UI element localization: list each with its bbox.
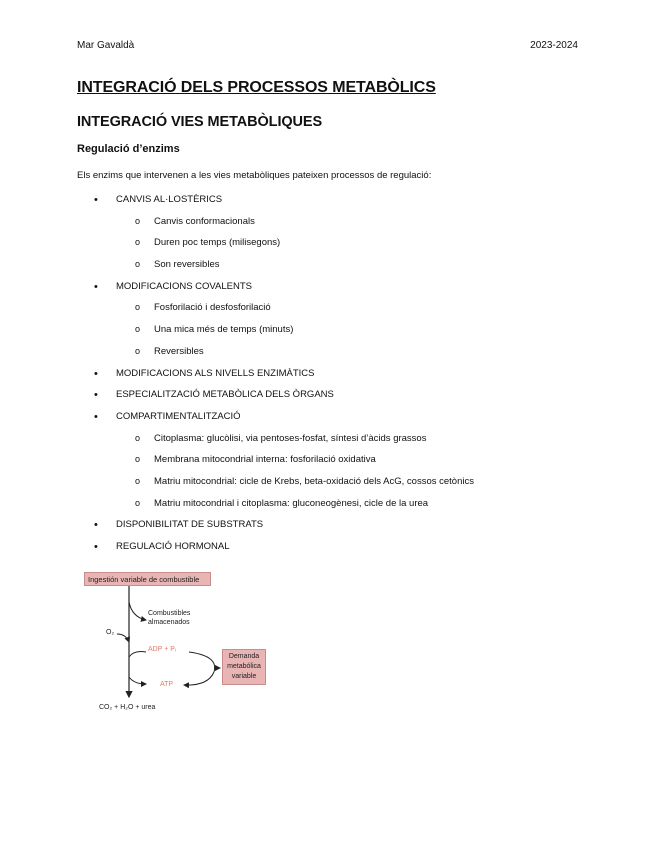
sub-list-item: o Canvis conformacionals bbox=[77, 214, 577, 236]
storage-arrow bbox=[129, 602, 146, 620]
atp-branch bbox=[129, 677, 146, 684]
oxygen-arrow bbox=[117, 634, 129, 642]
demand-box bbox=[222, 649, 266, 685]
list-item: • MODIFICACIONS COVALENTS bbox=[77, 279, 577, 301]
cycle-lower bbox=[184, 672, 214, 685]
demand-label-2: metabólica bbox=[227, 663, 261, 670]
stored-fuel-label-1: Combustibles bbox=[148, 610, 191, 617]
sub-list-item: o Membrana mitocondrial interna: fosforilació oxidativa bbox=[77, 452, 577, 474]
oxygen-label: O₂ bbox=[106, 629, 115, 636]
adp-branch bbox=[129, 652, 146, 657]
list-item: • REGULACIÓ HORMONAL bbox=[77, 539, 577, 561]
list-item: • MODIFICACIONS ALS NIVELLS ENZIMÀTICS bbox=[77, 366, 577, 388]
list-item: • DISPONIBILITAT DE SUBSTRATS bbox=[77, 517, 577, 539]
sub-list-item: o Fosforilació i desfosforilació bbox=[77, 300, 577, 322]
list-item: • CANVIS AL·LOSTÈRICS bbox=[77, 192, 577, 214]
sub-list-item: o Matriu mitocondrial: cicle de Krebs, beta-oxidació dels AcG, cossos cetònics bbox=[77, 474, 577, 496]
intro-paragraph: Els enzims que intervenen a les vies metabòliques pateixen processos de regulació: bbox=[77, 170, 432, 181]
sub-list-item: o Son reversibles bbox=[77, 257, 577, 279]
section-title: INTEGRACIÓ VIES METABÒLIQUES bbox=[77, 114, 323, 130]
list-item: • ESPECIALITZACIÓ METABÒLICA DELS ÒRGANS bbox=[77, 387, 577, 409]
author-name: Mar Gavaldà bbox=[77, 40, 135, 51]
adp-label: ADP + Pᵢ bbox=[148, 646, 177, 653]
sub-list-item: o Matriu mitocondrial i citoplasma: gluconeogènesi, cicle de la urea bbox=[77, 496, 577, 518]
subsection-title: Regulació d’enzims bbox=[77, 143, 180, 155]
regulation-list bbox=[77, 192, 577, 561]
sub-list-item: o Duren poc temps (milisegons) bbox=[77, 235, 577, 257]
stored-fuel-label-2: almacenados bbox=[148, 619, 190, 626]
atp-label: ATP bbox=[160, 681, 174, 688]
list-item: • COMPARTIMENTALITZACIÓ bbox=[77, 409, 577, 431]
academic-year: 2023-2024 bbox=[530, 40, 578, 51]
demand-label-3: variable bbox=[231, 673, 257, 680]
sub-list-item: o Una mica més de temps (minuts) bbox=[77, 322, 577, 344]
fuel-intake-box bbox=[84, 572, 211, 586]
page-title: INTEGRACIÓ DELS PROCESSOS METABÒLICS bbox=[77, 79, 436, 96]
products-label: CO₂ + H₂O + urea bbox=[99, 704, 156, 711]
sub-list-item: o Reversibles bbox=[77, 344, 577, 366]
fuel-intake-label: Ingestión variable de combustible bbox=[88, 575, 200, 584]
demand-label-1: Demanda bbox=[228, 653, 260, 660]
sub-list-item: o Citoplasma: glucòlisi, via pentoses-fosfat, síntesi d’àcids grassos bbox=[77, 431, 577, 453]
diagram-arrows bbox=[84, 572, 284, 722]
cycle-upper bbox=[189, 652, 215, 672]
metabolism-diagram bbox=[84, 572, 284, 722]
